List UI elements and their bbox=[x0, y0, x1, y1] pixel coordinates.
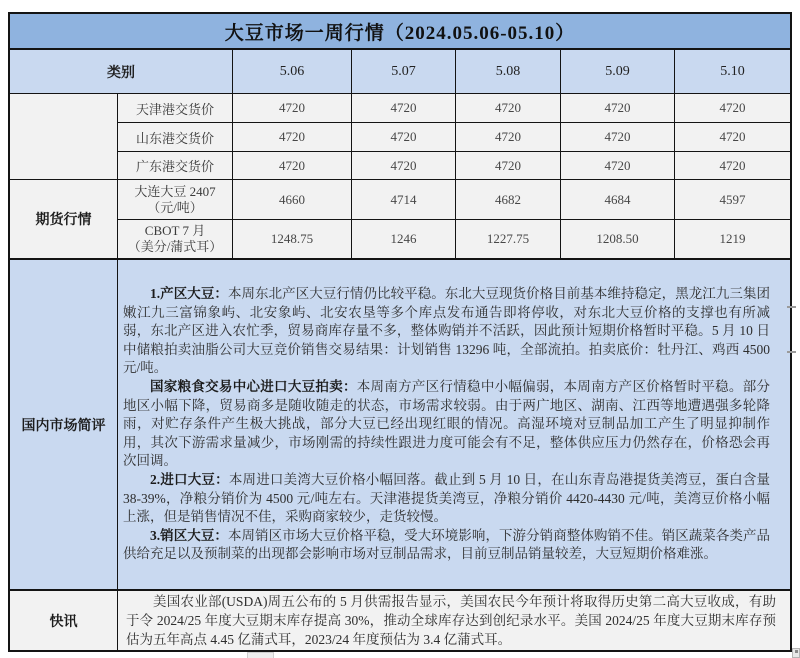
right-edge-mark bbox=[787, 351, 796, 353]
header-date-506: 5.06 bbox=[233, 50, 352, 94]
price-cell: 4720 bbox=[675, 152, 790, 180]
header-date-508: 5.08 bbox=[456, 50, 561, 94]
price-cell: 4682 bbox=[456, 180, 561, 220]
header-category: 类别 bbox=[10, 50, 233, 94]
spot-row-label-guangdong: 广东港交货价 bbox=[118, 152, 233, 180]
price-cell: 4597 bbox=[675, 180, 790, 220]
price-cell: 1219 bbox=[675, 220, 790, 260]
commentary-text-cell bbox=[118, 260, 790, 591]
commentary-paragraph-auction bbox=[123, 378, 770, 471]
spot-row-label-shandong: 山东港交货价 bbox=[118, 123, 233, 152]
price-cell: 4720 bbox=[561, 94, 675, 123]
header-date-509: 5.09 bbox=[561, 50, 675, 94]
paragraph-body: 本周东北产区大豆行情仍比较平稳。东北大豆现货价格目前基本维持稳定，黑龙江九三集团嫩江九三富锦象屿、北安象屿、北安农垦等多个库点发布通告即将停收，对东北大豆价格的支撑也有所减弱，东北产区进入农忙季，贸易商库存量不多，整体购销并不活跃，因此预计短期价格暂时平稳。5 月 10 日中储粮拍卖油脂公司大豆竞价销售交易结果：计划销售 13296 吨，全部流拍。拍卖底价：牡丹江、鸡西 4500 元/吨。 bbox=[123, 286, 771, 376]
commentary-paragraph-producing-area bbox=[123, 285, 770, 378]
news-paragraph: 美国农业部(USDA)周五公布的 5 月供需报告显示，美国农民今年预计将取得历史第二高大豆收成，有助于令 2024/25 年度大豆期末库存提高 30%，推动全球库存达到创纪录水平。美国 2024/25 年度大豆期末库存预估为五年高点 4.45 亿蒲式耳，2023/24 年度预估为 3.4 亿蒲式耳。 bbox=[126, 594, 776, 647]
futures-row-label-cbot bbox=[118, 220, 233, 260]
price-cell: 4720 bbox=[233, 152, 352, 180]
price-cell: 4720 bbox=[352, 123, 456, 152]
futures-row-label-dalian bbox=[118, 180, 233, 220]
paragraph-body: 本周进口美湾大豆价格小幅回落。截止到 5 月 10 日，在山东青岛港提货美湾豆，蛋白含量 38-39%，净粮分销价为 4500 元/吨左右。天津港提货美湾豆，净粮分销价 4420-4430 元/吨，美湾豆价格小幅上涨，但是销售情况不佳，采购商家较少，走货较慢。 bbox=[123, 471, 771, 525]
paragraph-lead: 1.产区大豆： bbox=[150, 286, 228, 302]
paragraph-body: 本周南方产区行情稳中小幅偏弱，本周南方产区价格暂时平稳。部分地区小幅下降，贸易商多是随收随走的状态，市场需求较弱。由于两广地区、湖南、江西等地遭遇强多轮降雨，对贮存条件产生极大挑战，部分大豆已经出现红眼的情况。高湿环境对豆制品加工产生了明显抑制作用，其次下游需求量减少，市场刚需的持续性跟进力度可能会有不足，整体供应压力仍然存在，价格恐会再次回调。 bbox=[123, 379, 771, 469]
commentary-text bbox=[123, 285, 770, 564]
price-cell: 4720 bbox=[233, 94, 352, 123]
paragraph-lead: 2.进口大豆： bbox=[150, 471, 229, 487]
price-cell: 1227.75 bbox=[456, 220, 561, 260]
price-cell: 4720 bbox=[456, 94, 561, 123]
paragraph-lead: 3.销区大豆： bbox=[150, 527, 228, 543]
price-cell: 4720 bbox=[675, 94, 790, 123]
news-section-label: 快讯 bbox=[10, 591, 118, 650]
futures-section-label: 期货行情 bbox=[10, 180, 118, 260]
price-cell: 4720 bbox=[352, 94, 456, 123]
futures-contract-unit: （美分/蒲式耳） bbox=[127, 239, 223, 254]
spot-row-label-tianjin: 天津港交货价 bbox=[118, 94, 233, 123]
price-cell: 1248.75 bbox=[233, 220, 352, 260]
paragraph-body: 本周销区市场大豆价格平稳，受大环境影响，下游分销商整体购销不佳。销区蔬菜各类产品供给充足以及预制菜的出现都会影响市场对豆制品需求，目前豆制品销量较差，大豆短期价格难涨。 bbox=[123, 527, 771, 562]
news-text bbox=[126, 592, 776, 649]
commentary-section-label: 国内市场简评 bbox=[10, 260, 118, 591]
price-cell: 4720 bbox=[233, 123, 352, 152]
price-cell: 4720 bbox=[561, 152, 675, 180]
price-cell: 1208.50 bbox=[561, 220, 675, 260]
futures-contract-name: 大连大豆 2407 bbox=[134, 183, 216, 199]
spot-section-blank-cell bbox=[10, 94, 118, 180]
commentary-paragraph-imported bbox=[123, 471, 770, 527]
bottom-right-scroll-widget[interactable] bbox=[792, 648, 800, 658]
soybean-weekly-table bbox=[8, 12, 792, 652]
header-date-510: 5.10 bbox=[675, 50, 790, 94]
paragraph-lead: 国家粮食交易中心进口大豆拍卖： bbox=[150, 379, 357, 395]
bottom-edge-fragment bbox=[247, 652, 274, 658]
news-text-cell bbox=[118, 591, 790, 650]
price-cell: 4720 bbox=[675, 123, 790, 152]
table-title: 大豆市场一周行情（2024.05.06-05.10） bbox=[10, 14, 790, 50]
price-cell: 4720 bbox=[456, 123, 561, 152]
price-cell: 1246 bbox=[352, 220, 456, 260]
price-cell: 4714 bbox=[352, 180, 456, 220]
price-cell: 4720 bbox=[561, 123, 675, 152]
price-cell: 4660 bbox=[233, 180, 352, 220]
futures-contract-unit: （元/吨） bbox=[147, 199, 203, 215]
commentary-paragraph-sales-area bbox=[123, 527, 770, 564]
price-cell: 4720 bbox=[456, 152, 561, 180]
price-cell: 4720 bbox=[352, 152, 456, 180]
price-cell: 4684 bbox=[561, 180, 675, 220]
right-edge-mark bbox=[787, 306, 796, 308]
futures-contract-name: CBOT 7 月 bbox=[144, 223, 206, 238]
header-date-507: 5.07 bbox=[352, 50, 456, 94]
